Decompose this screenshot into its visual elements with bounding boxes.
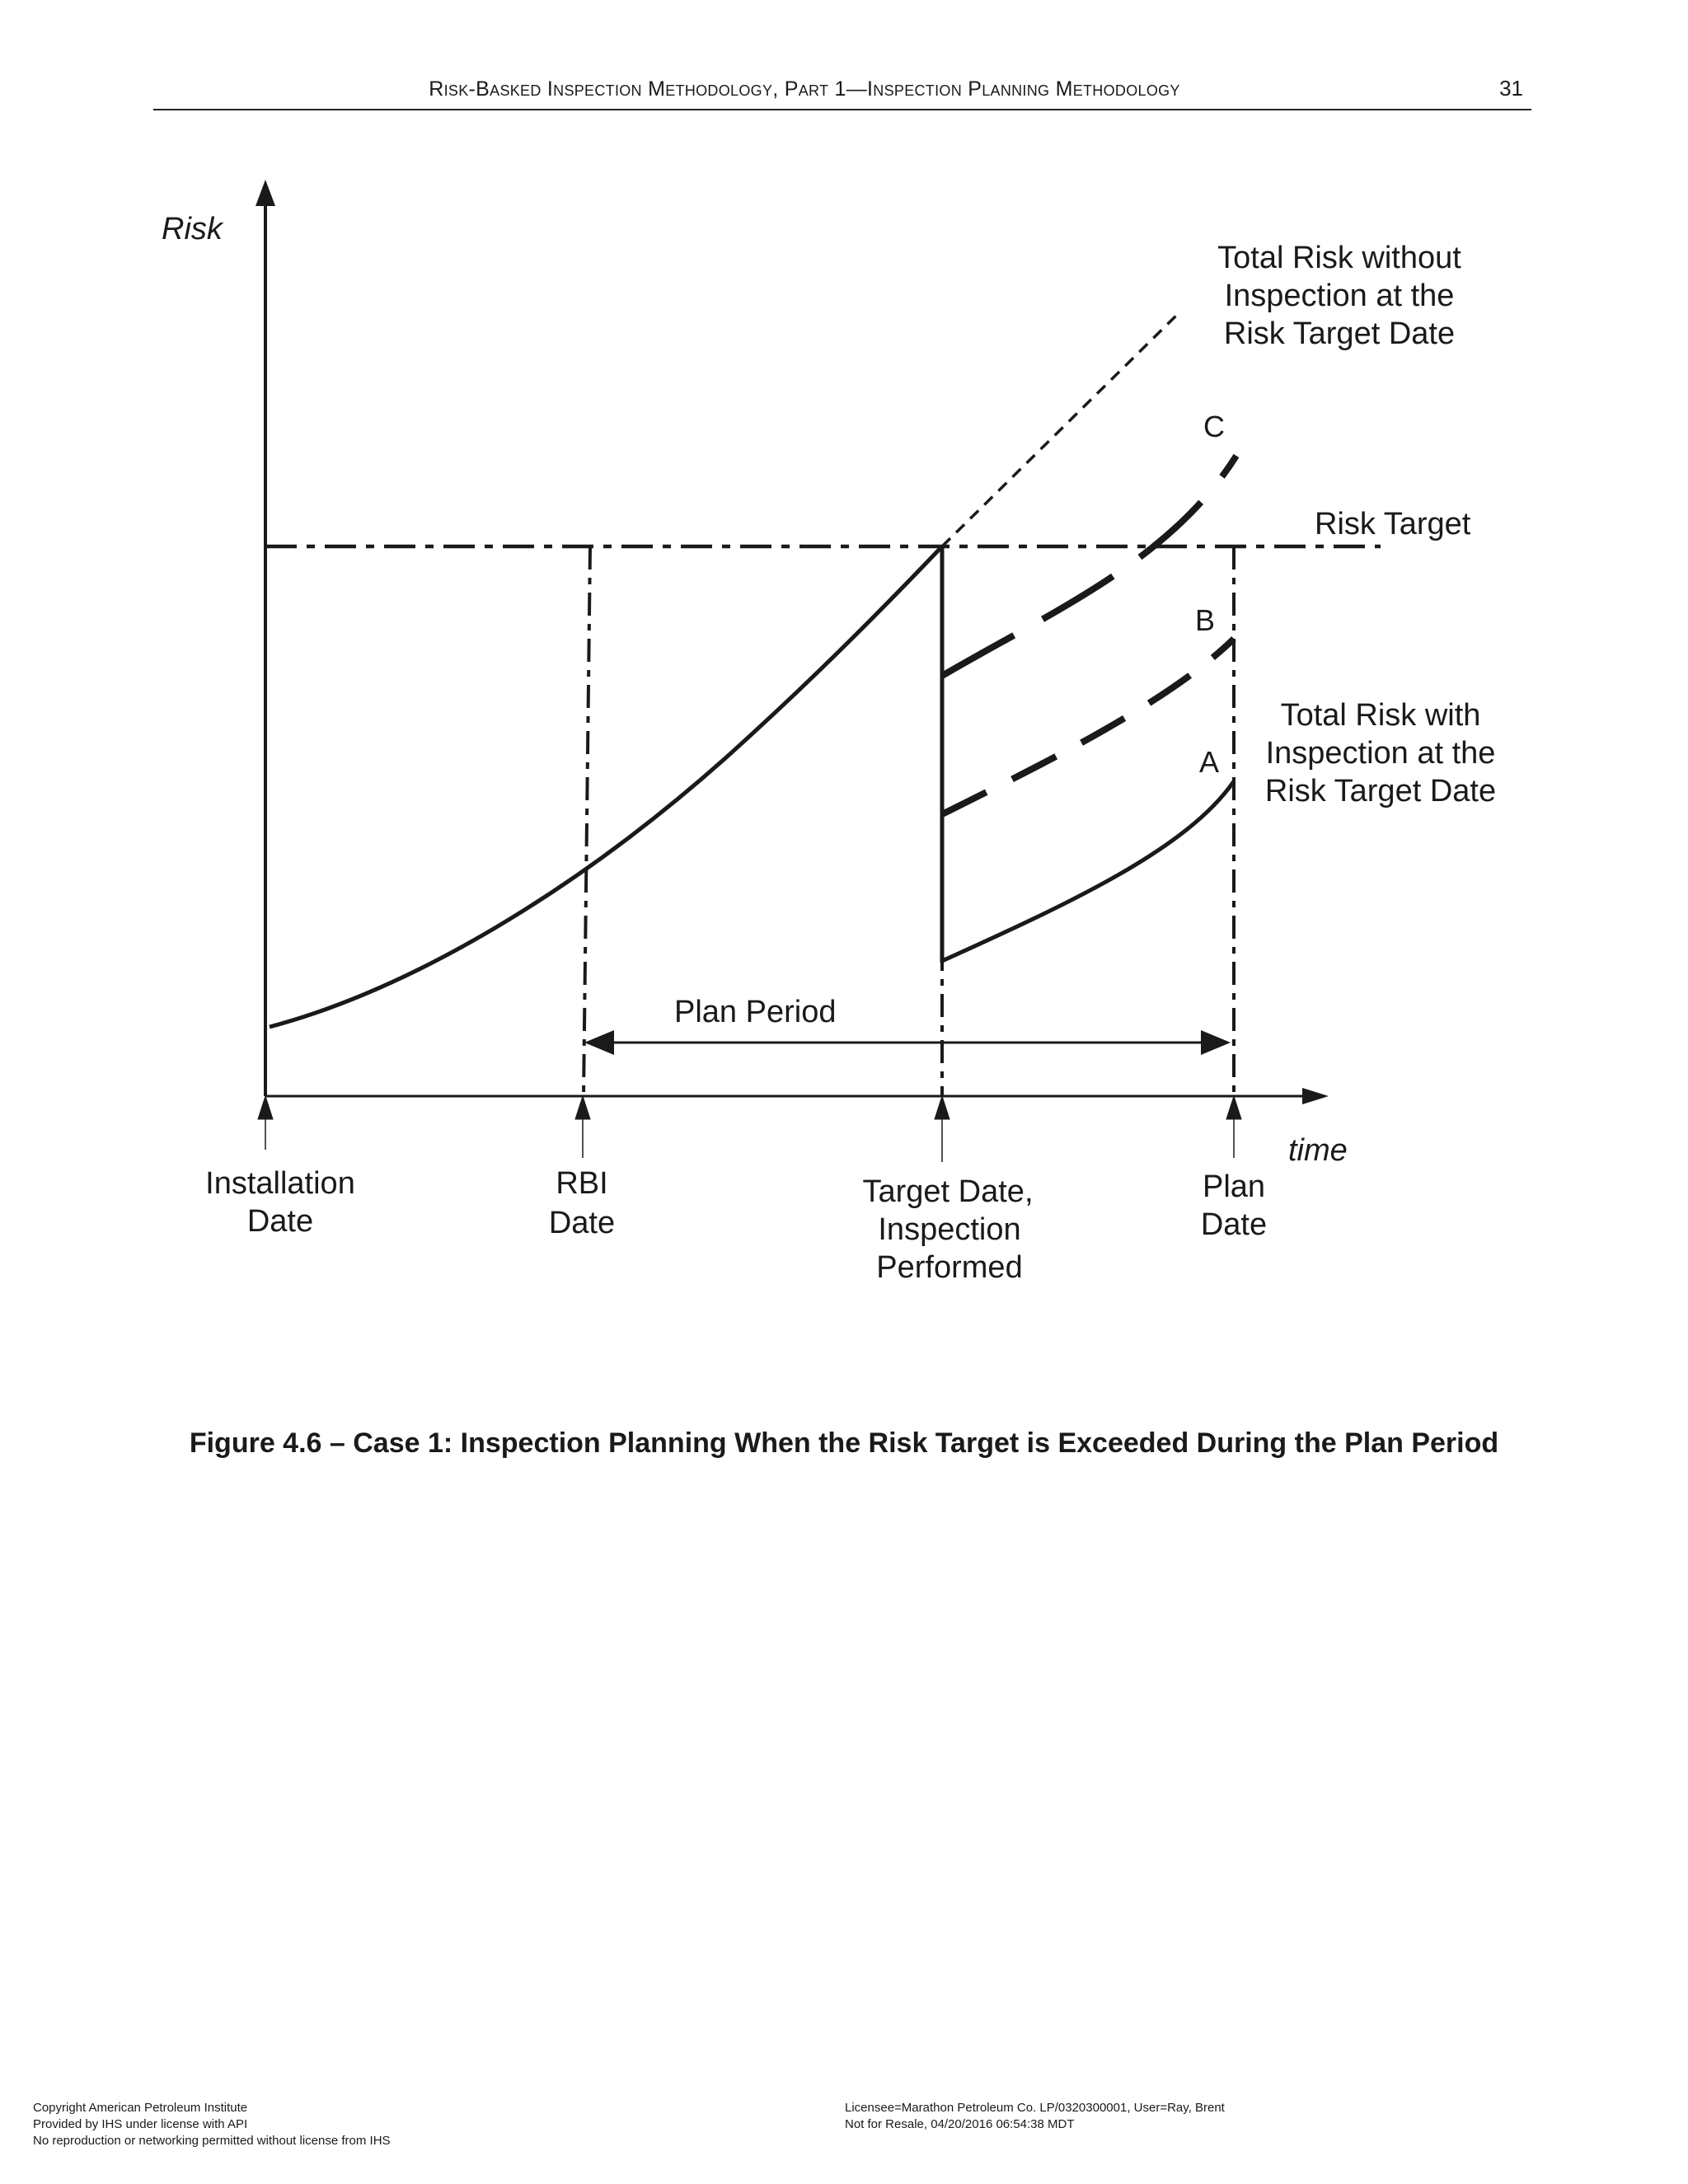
milestone-pointers bbox=[258, 1096, 1241, 1162]
without-inspection-label-line-3: Risk Target Date bbox=[1223, 316, 1456, 351]
page-number: 31 bbox=[1499, 76, 1523, 101]
total-risk-curve bbox=[270, 546, 942, 1027]
with-inspection-label-line-3: Risk Target Date bbox=[1264, 774, 1497, 808]
footer-copyright bbox=[33, 2100, 391, 2149]
target-label-line-1: Target Date, bbox=[862, 1174, 1034, 1209]
rbi-label-line-1: RBI bbox=[556, 1166, 608, 1201]
rbi-label-line-2: Date bbox=[548, 1206, 616, 1240]
y-axis-label: Risk bbox=[162, 212, 223, 246]
installation-pointer bbox=[258, 1096, 273, 1119]
without-inspection-label-line-2: Inspection at the bbox=[1224, 279, 1455, 313]
risk-target-label: Risk Target bbox=[1315, 507, 1471, 541]
target-label-line-2: Inspection bbox=[878, 1212, 1021, 1247]
figure-caption: Figure 4.6 – Case 1: Inspection Planning When the Risk Target is Exceeded During the Plan Period bbox=[189, 1427, 1499, 1459]
curve-b bbox=[942, 639, 1234, 814]
target-label-line-3: Performed bbox=[876, 1250, 1023, 1285]
rbi-pointer bbox=[575, 1096, 590, 1119]
x-axis-label: time bbox=[1288, 1133, 1348, 1168]
x-axis-arrowhead bbox=[1302, 1088, 1329, 1104]
with-inspection-label-line-2: Inspection at the bbox=[1265, 736, 1496, 771]
footer-right-line-1: Licensee=Marathon Petroleum Co. LP/0320300001, User=Ray, Brent bbox=[845, 2101, 1225, 2115]
plan-label-line-2: Date bbox=[1200, 1207, 1268, 1242]
without-inspection-label-line-1: Total Risk without bbox=[1217, 241, 1461, 275]
curve-c bbox=[942, 456, 1236, 676]
running-header-title: Risk-Basked Inspection Methodology, Part 1—Inspection Planning Methodology bbox=[429, 77, 1180, 101]
curve-b-label: B bbox=[1195, 603, 1216, 637]
footer-left-line-2: Provided by IHS under license with API bbox=[33, 2117, 248, 2131]
y-axis-arrowhead bbox=[256, 180, 275, 206]
curve-a bbox=[942, 781, 1234, 961]
plan-pointer bbox=[1226, 1096, 1241, 1119]
footer-left-line-1: Copyright American Petroleum Institute bbox=[33, 2101, 248, 2115]
footer-left-line-3: No reproduction or networking permitted without license from IHS bbox=[33, 2134, 391, 2148]
plan-period-label: Plan Period bbox=[674, 995, 837, 1029]
installation-label-line-2: Date bbox=[246, 1204, 314, 1239]
footer-license bbox=[845, 2100, 1225, 2133]
curve-a-label: A bbox=[1199, 745, 1220, 779]
plan-label-line-1: Plan bbox=[1202, 1169, 1266, 1204]
curve-c-label: C bbox=[1203, 410, 1225, 443]
risk-without-inspection-line bbox=[942, 315, 1177, 546]
target-pointer bbox=[935, 1096, 950, 1119]
footer-right-line-2: Not for Resale, 04/20/2016 06:54:38 MDT bbox=[845, 2117, 1075, 2131]
with-inspection-label-line-1: Total Risk with bbox=[1280, 698, 1481, 733]
rbi-date-line bbox=[584, 546, 590, 1096]
installation-label-line-1: Installation bbox=[205, 1166, 355, 1201]
